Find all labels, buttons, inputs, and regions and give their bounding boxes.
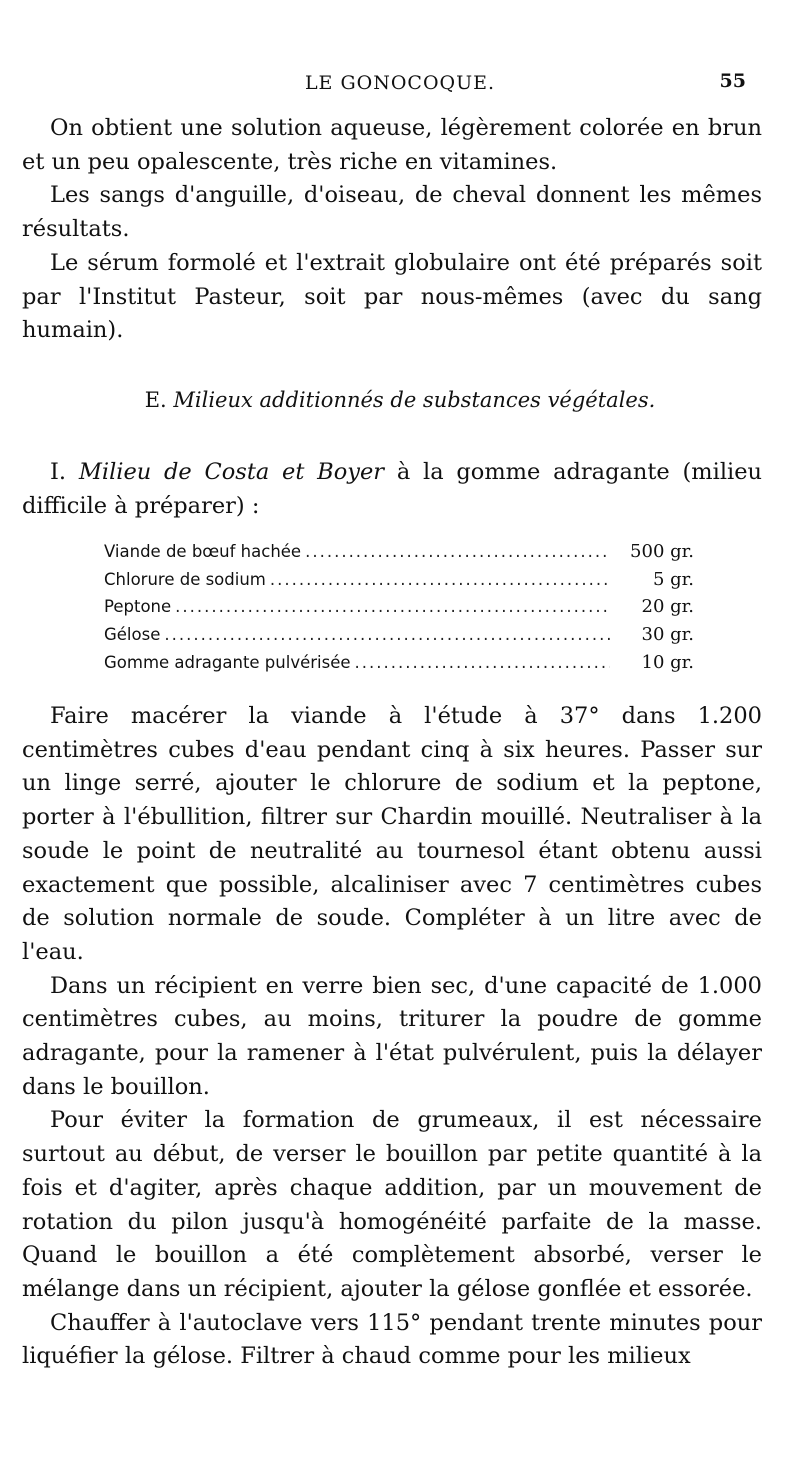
ingredient-quantity: 30 gr. — [641, 624, 694, 646]
paragraph: Dans un récipient en verre bien sec, d'une capacité de 1.000 centimètres cubes, au moins, triturer la poudre de gomme adragante, pour la ramener à l'état pulvérulent, puis la délayer dans le bouillon. — [22, 972, 762, 1100]
paragraph: Faire macérer la viande à l'étude à 37° dans 1.200 centimètres cubes d'eau pendant cinq à six heures. Passer sur un linge serré, ajouter le chlorure de sodium et la peptone, porter à l'ébullition, filtrer sur Chardin mouillé. Neutraliser à la soude le point de neutralité au tournesol étant obtenu aussi exactement que possible, alcaliniser avec 7 centimètres cubes de solution normale de soude. Compléter à un litre avec de l'eau. — [22, 703, 762, 965]
dot-leader — [305, 538, 610, 566]
section-title-text: Milieux additionnés de substances végétales. — [173, 388, 656, 412]
dot-leader — [164, 621, 610, 649]
recipe-name: Milieu de Costa et Boyer — [78, 459, 385, 485]
running-title: LE GONOCOQUE. — [304, 72, 496, 94]
ingredient-quantity: 20 gr. — [641, 596, 694, 618]
ingredient-row — [104, 649, 694, 677]
ingredient-name: Gélose — [104, 625, 161, 645]
dot-leader — [270, 566, 610, 594]
ingredient-name: Viande de bœuf hachée — [104, 542, 302, 561]
ingredient-quantity: 5 gr. — [652, 568, 694, 590]
ingredient-name: Peptone — [104, 597, 172, 617]
ingredient-quantity: 10 gr. — [641, 651, 694, 673]
recipe-number: I. — [50, 459, 67, 485]
ingredient-row — [104, 538, 694, 566]
ingredient-list — [104, 538, 694, 677]
paragraph: Le sérum formolé et l'extrait globulaire ont été préparés soit par l'Institut Pasteur, soit par nous-mêmes (avec du sang humain). — [22, 249, 762, 344]
page-header — [0, 68, 800, 98]
dot-leader — [175, 593, 610, 621]
intro-paragraphs — [22, 112, 762, 348]
section-heading — [0, 388, 800, 412]
dot-leader — [355, 649, 610, 677]
ingredient-row — [104, 593, 694, 621]
method-paragraphs — [22, 700, 762, 1374]
paragraph: Pour éviter la formation de grumeaux, il est nécessaire surtout au début, de verser le bouillon par petite quantité à la fois et d'agiter, après chaque addition, par un mouvement de rotation du pilon jusqu'à homogénéité parfaite de la masse. Quand le bouillon a été complètement absorbé, verser le mélange dans un récipient, ajouter la gélose gonflée et essorée. — [22, 1107, 762, 1302]
recipe-intro-rest: à la gomme adragante (milieu difficile à préparer) : — [22, 459, 763, 519]
section-letter: E. — [144, 388, 167, 412]
ingredient-name: Chlorure de sodium — [104, 569, 266, 589]
paragraph: Chauffer à l'autoclave vers 115° pendant trente minutes pour liquéfier la gélose. Filtrer à chaud comme pour les milieux — [22, 1309, 762, 1370]
ingredient-row — [104, 621, 694, 649]
ingredient-quantity: 500 gr. — [630, 541, 694, 562]
ingredient-row — [104, 566, 694, 594]
ingredient-name: Gomme adragante pulvérisée — [104, 652, 351, 672]
paragraph: On obtient une solution aqueuse, légèrement colorée en brun et un peu opalescente, très riche en vitamines. — [22, 115, 762, 175]
page-number: 55 — [719, 70, 746, 92]
recipe-intro — [22, 456, 762, 523]
paragraph: Les sangs d'anguille, d'oiseau, de cheval donnent les mêmes résultats. — [22, 182, 762, 243]
